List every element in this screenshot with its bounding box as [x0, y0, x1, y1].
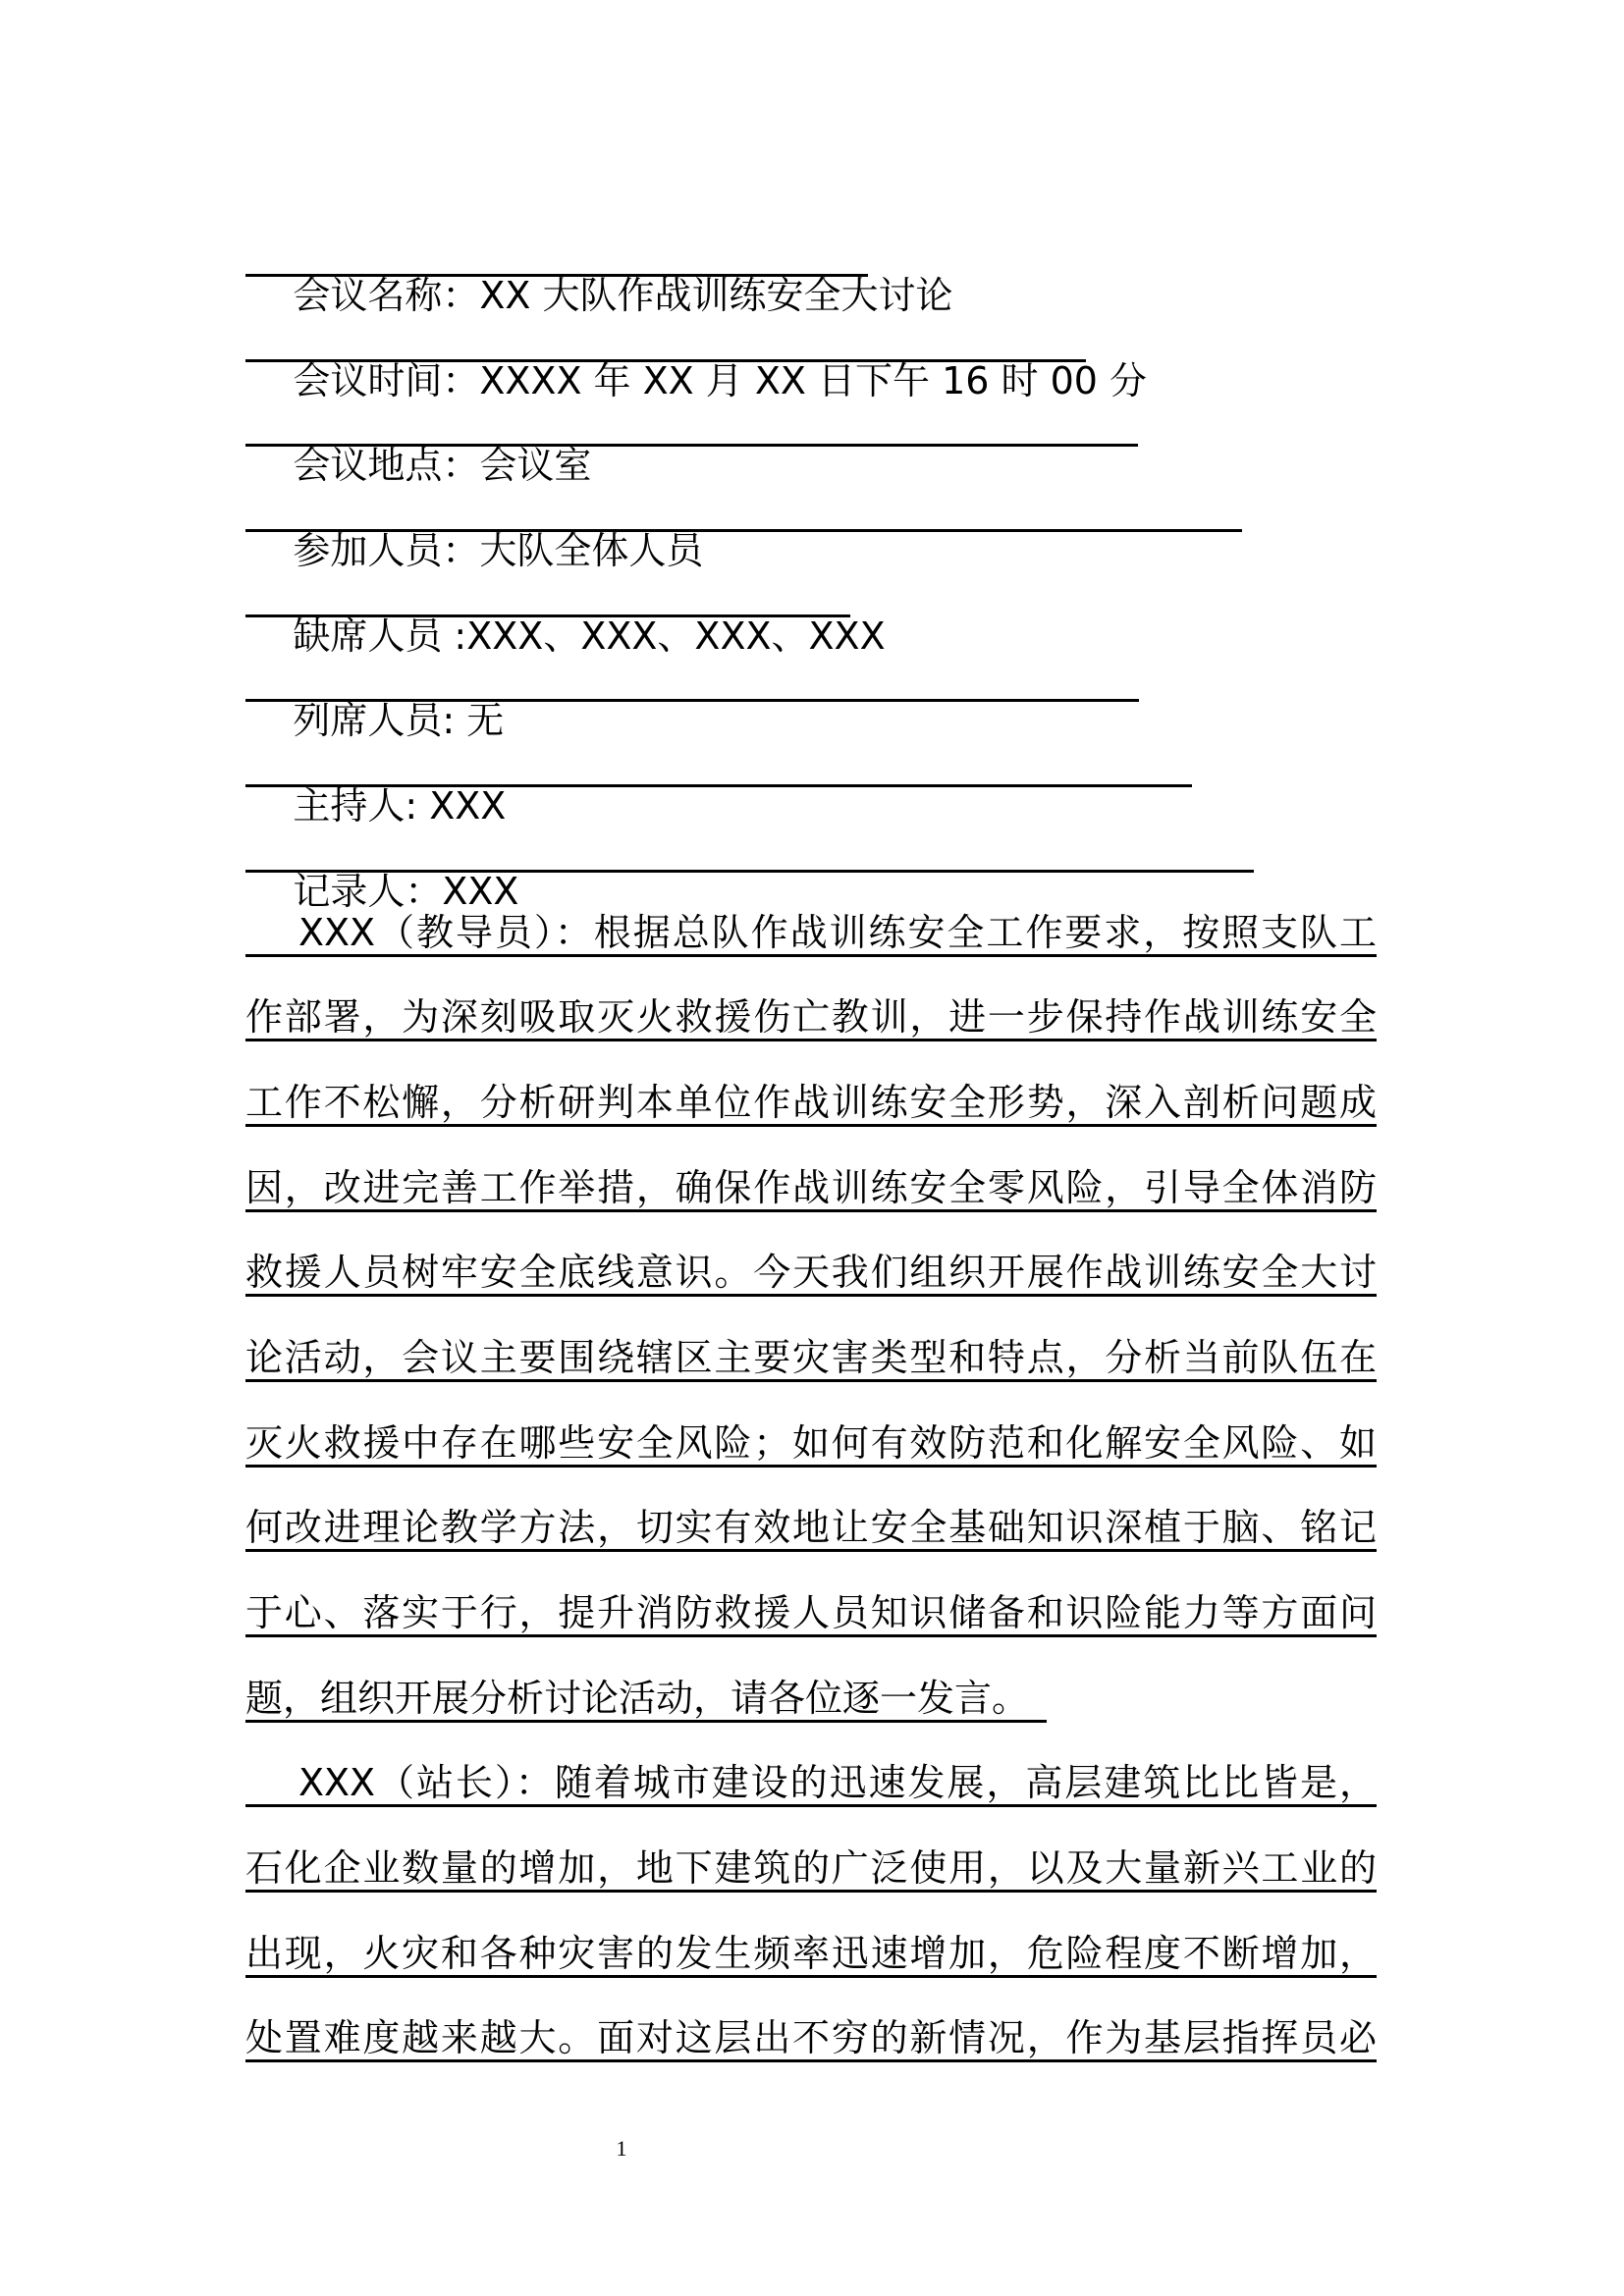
attendees-field	[245, 486, 1242, 572]
paragraph-line: 论活动，会议主要围绕辖区主要灾害类型和特点，分析当前队伍在	[245, 1336, 1377, 1382]
paragraph-line: 工作不松懈，分析研判本单位作战训练安全形势，深入剖析问题成	[245, 1081, 1377, 1127]
page-number: 1	[616, 2136, 627, 2161]
field-label: 会议名称：	[293, 274, 480, 317]
field-label: 主持人:	[293, 784, 430, 828]
paragraph-line: 救援人员树牢安全底线意识。今天我们组织开展作战训练安全大讨	[245, 1251, 1377, 1297]
paragraph-line: 题，组织开展分析讨论活动，请各位逐一发言。	[245, 1677, 1047, 1723]
paragraph-line: 灭火救援中存在哪些安全风险；如何有效防范和化解安全风险、如	[245, 1421, 1377, 1468]
host-field	[245, 741, 1192, 828]
field-label: 记录人：	[293, 870, 443, 913]
field-value: XX 大队作战训练安全大讨论	[479, 274, 953, 317]
field-value: 会议室	[479, 444, 592, 487]
field-value: XXX	[442, 870, 519, 913]
absentees-field	[245, 571, 886, 658]
paragraph-line: XXX（教导员）：根据总队作战训练安全工作要求，按照支队工	[245, 911, 1377, 957]
field-value: 无	[466, 699, 505, 742]
field-label: 会议时间：	[293, 359, 480, 402]
observers-field	[245, 656, 1139, 742]
field-value: XXX、XXX、XXX、XXX	[466, 614, 886, 658]
field-value: 大队全体人员	[479, 529, 704, 572]
field-value: XXXX 年 XX 月 XX 日下午 16 时 00 分	[479, 359, 1148, 402]
field-label: 会议地点：	[293, 444, 480, 487]
meeting-time-field	[245, 316, 1148, 402]
field-value: XXX	[429, 784, 507, 828]
paragraph-line: XXX（站长）：随着城市建设的迅速发展，高层建筑比比皆是，	[245, 1761, 1377, 1807]
paragraph-line: 作部署，为深刻吸取灭火救援伤亡教训，进一步保持作战训练安全	[245, 995, 1377, 1041]
paragraph-line: 何改进理论教学方法，切实有效地让安全基础知识深植于脑、铭记	[245, 1506, 1377, 1552]
field-label: 参加人员：	[293, 529, 480, 572]
paragraph-line: 于心、落实于行，提升消防救援人员知识储备和识险能力等方面问	[245, 1591, 1377, 1637]
paragraph-line: 处置难度越来越大。面对这层出不穷的新情况，作为基层指挥员必	[245, 2016, 1377, 2062]
paragraph-line: 出现，火灾和各种灾害的发生频率迅速增加，危险程度不断增加，	[245, 1932, 1377, 1978]
recorder-field	[245, 827, 1254, 913]
field-label: 缺席人员 :	[293, 614, 467, 658]
meeting-name-field	[245, 231, 953, 317]
meeting-location-field	[245, 400, 1138, 487]
field-label: 列席人员:	[293, 699, 467, 742]
paragraph-line: 石化企业数量的增加，地下建筑的广泛使用，以及大量新兴工业的	[245, 1846, 1377, 1893]
paragraph-line: 因，改进完善工作举措，确保作战训练安全零风险，引导全体消防	[245, 1166, 1377, 1212]
